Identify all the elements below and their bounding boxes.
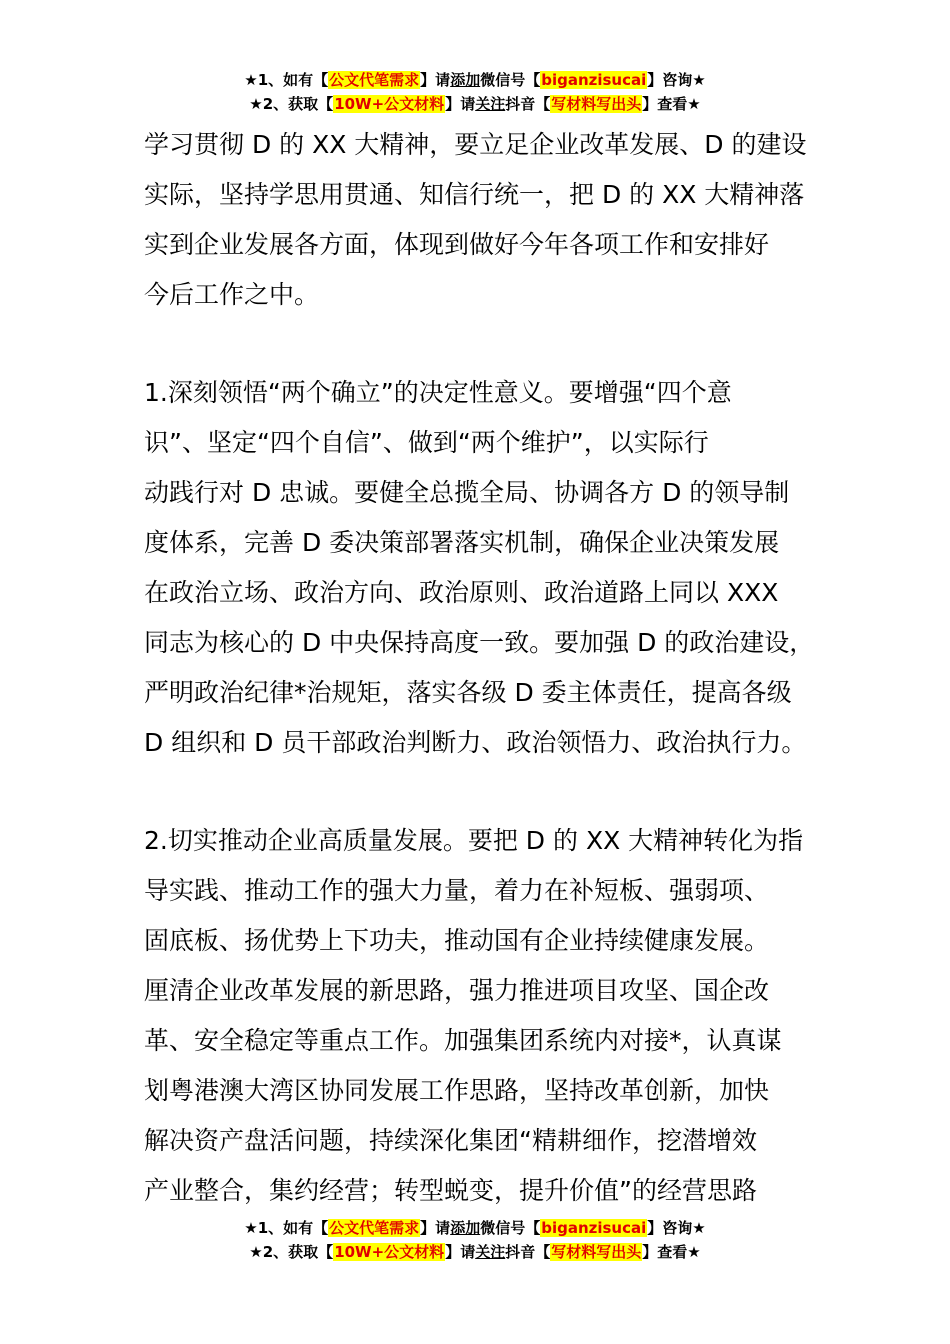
paragraph-gap xyxy=(144,768,824,816)
banner-line-1 xyxy=(0,1216,950,1240)
highlight-materials: 10W+公文材料 xyxy=(334,1243,445,1261)
banner-text: 】查看★ xyxy=(642,95,701,113)
banner-text: 】请 xyxy=(445,1243,476,1261)
highlight-wechat-id: biganzisucai xyxy=(541,1219,647,1237)
text-line: 划粤港澳大湾区协同发展工作思路，坚持改革创新，加快 xyxy=(144,1076,770,1105)
paragraph-gap xyxy=(144,320,824,368)
banner-underlined-text: 关注 xyxy=(475,95,506,113)
text-line: 学习贯彻 D 的 XX 大精神，要立足企业改革发展、D 的建设 xyxy=(144,130,807,159)
text-line: 在政治立场、政治方向、政治原则、政治道路上同以 XXX xyxy=(144,578,779,607)
document-body xyxy=(144,120,824,1216)
highlight-douyin-account: 写材料写出头 xyxy=(551,1243,642,1261)
banner-text: 】请 xyxy=(445,95,476,113)
highlight-service: 公文代笔需求 xyxy=(329,71,420,89)
highlight-service: 公文代笔需求 xyxy=(329,1219,420,1237)
text-line: 严明政治纪律*治规矩，落实各级 D 委主体责任，提高各级 xyxy=(144,678,792,707)
banner-text: ★1、如有【 xyxy=(244,71,329,89)
text-line: 解决资产盘活问题，持续深化集团“精耕细作，挖潜增效 xyxy=(144,1126,757,1155)
highlight-materials: 10W+公文材料 xyxy=(334,95,445,113)
banner-underlined-text: 关注 xyxy=(475,1243,506,1261)
header-banner xyxy=(0,68,950,116)
banner-text: ★2、获取【 xyxy=(249,95,334,113)
highlight-douyin-account: 写材料写出头 xyxy=(551,95,642,113)
text-line: 度体系，完善 D 委决策部署落实机制，确保企业决策发展 xyxy=(144,528,780,557)
text-line: 今后工作之中。 xyxy=(144,280,320,309)
section-2-paragraph xyxy=(144,816,824,1216)
footer-banner xyxy=(0,1216,950,1264)
banner-text: 微信号【 xyxy=(480,1219,541,1237)
banner-underlined-text: 添加 xyxy=(450,71,481,89)
banner-text: 抖音【 xyxy=(505,1243,551,1261)
banner-text: 】咨询★ xyxy=(647,1219,706,1237)
text-line: 2.切实推动企业高质量发展。要把 D 的 XX 大精神转化为指 xyxy=(144,826,804,855)
banner-text: ★2、获取【 xyxy=(249,1243,334,1261)
text-line: 革、安全稳定等重点工作。加强集团系统内对接*，认真谋 xyxy=(144,1026,782,1055)
banner-text: 抖音【 xyxy=(505,95,551,113)
section-1-paragraph xyxy=(144,368,824,768)
banner-text: ★1、如有【 xyxy=(244,1219,329,1237)
text-line: 动践行对 D 忠诚。要健全总揽全局、协调各方 D 的领导制 xyxy=(144,478,790,507)
text-line: D 组织和 D 员干部政治判断力、政治领悟力、政治执行力。 xyxy=(144,728,807,757)
banner-text: 微信号【 xyxy=(480,71,541,89)
text-line: 实际，坚持学思用贯通、知信行统一，把 D 的 XX 大精神落 xyxy=(144,180,805,209)
text-line: 识”、坚定“四个自信”、做到“两个维护”，以实际行 xyxy=(144,428,709,457)
text-line: 固底板、扬优势上下功夫，推动国有企业持续健康发展。 xyxy=(144,926,770,955)
banner-line-2 xyxy=(0,1240,950,1264)
intro-paragraph xyxy=(144,120,824,320)
banner-text: 】请 xyxy=(420,71,451,89)
banner-underlined-text: 添加 xyxy=(450,1219,481,1237)
banner-line-1 xyxy=(0,68,950,92)
text-line: 实到企业发展各方面，体现到做好今年各项工作和安排好 xyxy=(144,230,770,259)
text-line: 产业整合，集约经营；转型蜕变，提升价值”的经营思路 xyxy=(144,1176,757,1205)
text-line: 同志为核心的 D 中央保持高度一致。要加强 D 的政治建设， xyxy=(144,628,815,657)
highlight-wechat-id: biganzisucai xyxy=(541,71,647,89)
banner-line-2 xyxy=(0,92,950,116)
banner-text: 】查看★ xyxy=(642,1243,701,1261)
text-line: 厘清企业改革发展的新思路，强力推进项目攻坚、国企改 xyxy=(144,976,770,1005)
banner-text: 】请 xyxy=(420,1219,451,1237)
text-line: 1.深刻领悟“两个确立”的决定性意义。要增强“四个意 xyxy=(144,378,732,407)
text-line: 导实践、推动工作的强大力量，着力在补短板、强弱项、 xyxy=(144,876,770,905)
banner-text: 】咨询★ xyxy=(647,71,706,89)
